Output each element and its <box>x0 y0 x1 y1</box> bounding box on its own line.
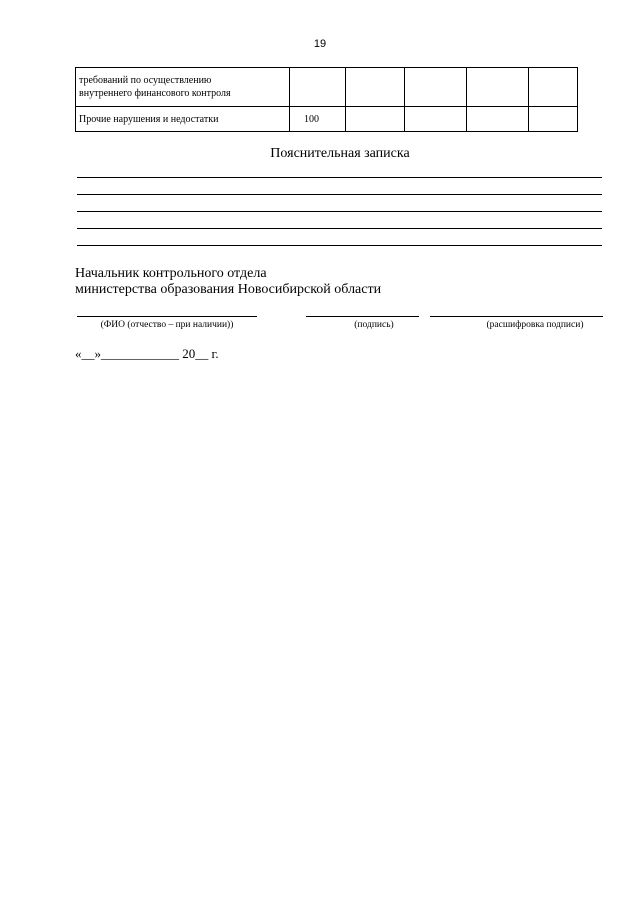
table-cell-label <box>76 68 290 107</box>
table-row <box>76 107 578 132</box>
table-cell-empty <box>467 107 529 132</box>
row-label-line: внутреннего финансового контроля <box>79 88 231 99</box>
table-cell-label <box>76 107 290 132</box>
table-cell-empty <box>529 68 578 107</box>
note-line <box>77 211 602 212</box>
position-line-2: министерства образования Новосибирской области <box>75 282 382 297</box>
table-cell-empty <box>467 68 529 107</box>
signature-line <box>306 316 419 317</box>
official-position <box>75 266 381 298</box>
date-line: «__»____________ 20__ г. <box>75 346 219 361</box>
note-line <box>77 194 602 195</box>
table-cell-value: 100 <box>290 107 346 132</box>
table-cell-empty <box>346 107 405 132</box>
name-caption: (ФИО (отчество – при наличии)) <box>100 320 234 330</box>
table-cell-empty <box>405 68 467 107</box>
row-label-line: Прочие нарушения и недостатки <box>79 113 219 125</box>
note-line <box>77 228 602 229</box>
name-signature-line <box>77 316 257 317</box>
decryption-signature-line <box>430 316 603 317</box>
table-cell-empty <box>405 107 467 132</box>
table-cell-value <box>290 68 346 107</box>
report-table <box>75 67 578 132</box>
explanatory-note-title: Пояснительная записка <box>270 146 410 161</box>
row-label-line: требований по осуществлению <box>79 75 212 86</box>
position-line-1: Начальник контрольного отдела <box>75 266 267 281</box>
note-line <box>77 245 602 246</box>
table-cell-empty <box>529 107 578 132</box>
page-number: 19 <box>313 38 327 50</box>
table-row <box>76 68 578 107</box>
decryption-caption: (расшифровка подписи) <box>486 320 584 330</box>
signature-caption: (подпись) <box>354 320 394 330</box>
table-cell-empty <box>346 68 405 107</box>
note-line <box>77 177 602 178</box>
